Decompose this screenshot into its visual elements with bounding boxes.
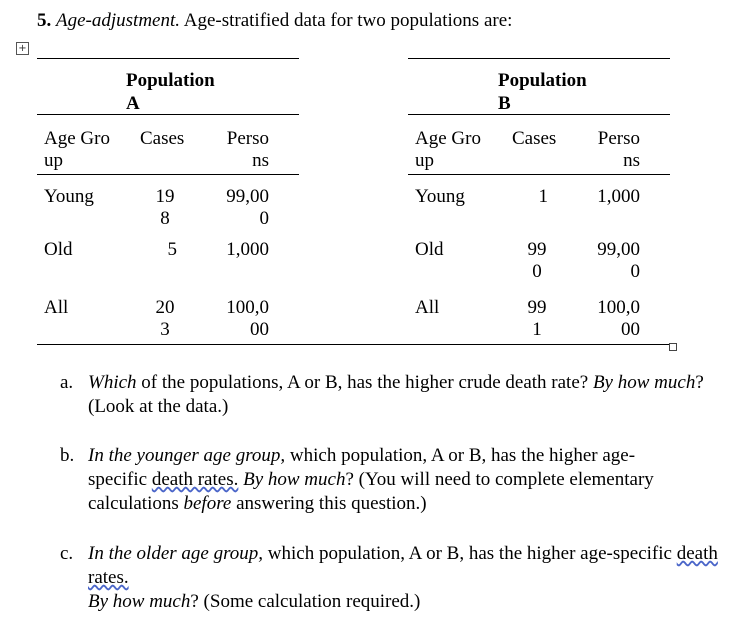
question-c-label: c.: [60, 543, 74, 564]
table-b-row-young-group: Young: [415, 186, 465, 207]
question-b-part3: death rates.: [151, 469, 239, 490]
question-c-part5: ? (Some calculation required.): [190, 591, 421, 612]
table-b-header-age-group: Age Group: [415, 128, 481, 171]
question-number: 5.: [37, 10, 52, 31]
table-move-handle-icon[interactable]: +: [16, 42, 29, 55]
question-a-text: [88, 371, 708, 419]
question-b-text: [88, 444, 693, 516]
table-b-header-cases: Cases: [512, 128, 557, 149]
question-a-part2: of the populations, A or B, has the higher crude death rate?: [136, 372, 593, 393]
table-a-row-young-persons: 99,000: [226, 186, 269, 229]
question-heading: [37, 9, 512, 32]
question-c-text: [88, 542, 733, 614]
table-a-colhead-rule: [37, 174, 299, 175]
table-resize-handle[interactable]: [669, 343, 677, 351]
table-a-top-rule: [37, 58, 299, 59]
question-b-part8: answering this question.): [231, 493, 427, 514]
table-b-colhead-rule: [408, 174, 670, 175]
table-a-header-age-group: Age Group: [44, 128, 110, 171]
question-intro: Age-stratified data for two populations are:: [183, 10, 513, 31]
question-title: Age-adjustment.: [56, 10, 181, 31]
table-a-header-persons: Persons: [226, 128, 269, 171]
table-b-row-old-persons: 99,000: [597, 239, 640, 282]
table-b-row-old-group: Old: [415, 239, 444, 260]
question-a-part4: ? (Look at the data.): [88, 372, 704, 417]
table-a-row-old-persons: 1,000: [226, 239, 269, 260]
question-b-part2: which population, A or B, has the higher age-specific: [88, 445, 636, 490]
table-b-population-header: Population B: [498, 70, 587, 114]
question-c-part1: In the older age group,: [88, 543, 264, 564]
table-a-header-cases: Cases: [140, 128, 185, 149]
table-a-row-all-persons: 100,000: [226, 297, 269, 340]
question-c: [60, 542, 730, 616]
table-a-row-young-group: Young: [44, 186, 94, 207]
table-b-header-persons: Persons: [597, 128, 640, 171]
table-a-row-old-group: Old: [44, 239, 73, 260]
table-a-row-all-group: All: [44, 297, 69, 318]
table-bottom-rule: [37, 344, 670, 345]
table-b-row-old-cases: 990: [527, 239, 547, 282]
question-b-part6: ? (You will need to complete elementary calculations: [88, 469, 654, 514]
question-c-part3: death rates.: [88, 543, 718, 588]
table-b-row-young-persons: 1,000: [597, 186, 640, 207]
question-b-part7: before: [183, 493, 232, 514]
question-b: [60, 444, 730, 518]
question-b-label: b.: [60, 445, 75, 466]
question-b-part1: In the younger age group,: [88, 445, 286, 466]
question-a-part3: By how much: [592, 372, 696, 393]
question-c-part4: By how much: [88, 591, 191, 612]
question-a: [60, 371, 730, 421]
table-b-row-all-cases: 991: [527, 297, 547, 340]
table-b-row-all-persons: 100,000: [597, 297, 640, 340]
table-b-row-all-group: All: [415, 297, 440, 318]
table-a-row-young-cases: 198: [155, 186, 175, 229]
question-b-part5: By how much: [243, 469, 346, 490]
table-b-top-rule: [408, 58, 670, 59]
question-a-part1: Which: [88, 372, 137, 393]
question-c-part2: which population, A or B, has the higher age-specific: [263, 543, 677, 564]
table-a-row-all-cases: 203: [155, 297, 175, 340]
question-a-label: a.: [60, 372, 74, 393]
table-a-population-header: Population A: [126, 70, 215, 114]
table-a-row-old-cases: 5: [167, 239, 177, 260]
table-b-row-young-cases: 1: [538, 186, 548, 207]
